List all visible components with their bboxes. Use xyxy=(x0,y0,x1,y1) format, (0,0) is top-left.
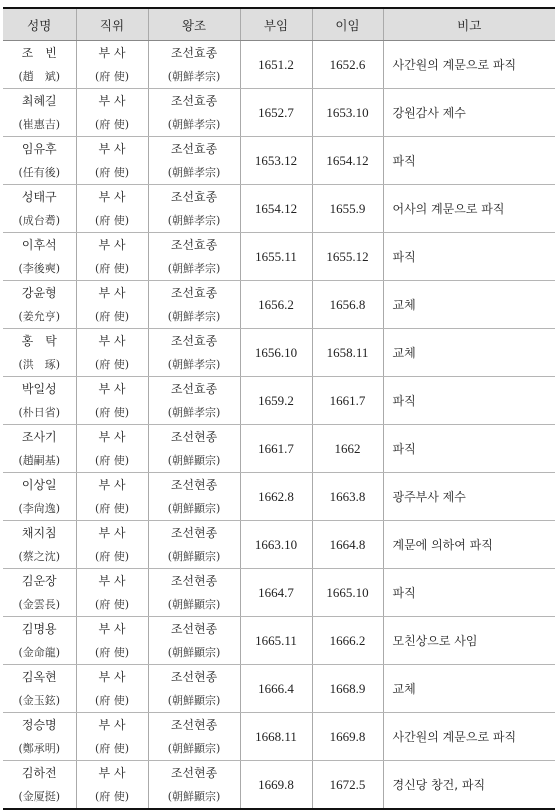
position-korean: 부 사 xyxy=(76,569,148,593)
table-row xyxy=(3,713,555,737)
table-row xyxy=(3,377,555,401)
arrival-date: 1664.7 xyxy=(240,569,312,617)
dynasty-hanja: (朝鮮顯宗) xyxy=(148,689,240,713)
position-hanja: (府 使) xyxy=(76,161,148,185)
arrival-date: 1655.11 xyxy=(240,233,312,281)
dynasty-hanja: (朝鮮孝宗) xyxy=(148,161,240,185)
departure-date: 1672.5 xyxy=(312,761,383,810)
position-hanja: (府 使) xyxy=(76,113,148,137)
header-row xyxy=(3,8,555,41)
col-header-arrival: 부임 xyxy=(240,8,312,41)
departure-date: 1655.9 xyxy=(312,185,383,233)
dynasty-hanja: (朝鮮顯宗) xyxy=(148,497,240,521)
name-korean: 김옥현 xyxy=(21,669,57,684)
departure-date: 1655.12 xyxy=(312,233,383,281)
arrival-date: 1656.10 xyxy=(240,329,312,377)
arrival-date: 1659.2 xyxy=(240,377,312,425)
officials-table xyxy=(3,7,555,810)
departure-date: 1665.10 xyxy=(312,569,383,617)
dynasty-hanja: (朝鮮孝宗) xyxy=(148,353,240,377)
position-hanja: (府 使) xyxy=(76,641,148,665)
dynasty-hanja: (朝鮮顯宗) xyxy=(148,593,240,617)
position-hanja: (府 使) xyxy=(76,737,148,761)
position-korean: 부 사 xyxy=(76,185,148,209)
dynasty-korean: 조선효종 xyxy=(148,281,240,305)
table-row xyxy=(3,665,555,689)
table-row xyxy=(3,521,555,545)
remarks: 사간원의 계문으로 파직 xyxy=(383,713,555,761)
dynasty-korean: 조선효종 xyxy=(148,137,240,161)
position-korean: 부 사 xyxy=(76,377,148,401)
name-hanja: (朴日省) xyxy=(3,401,76,425)
remarks: 교체 xyxy=(383,329,555,377)
position-korean: 부 사 xyxy=(76,281,148,305)
name-korean: 성태구 xyxy=(21,189,57,204)
arrival-date: 1669.8 xyxy=(240,761,312,810)
dynasty-korean: 조선현종 xyxy=(148,569,240,593)
dynasty-korean: 조선현종 xyxy=(148,713,240,737)
remarks: 파직 xyxy=(383,233,555,281)
remarks: 어사의 계문으로 파직 xyxy=(383,185,555,233)
position-korean: 부 사 xyxy=(76,137,148,161)
name-hanja: (任有後) xyxy=(3,161,76,185)
arrival-date: 1652.7 xyxy=(240,89,312,137)
departure-date: 1654.12 xyxy=(312,137,383,185)
remarks: 모친상으로 사임 xyxy=(383,617,555,665)
arrival-date: 1653.12 xyxy=(240,137,312,185)
dynasty-korean: 조선효종 xyxy=(148,377,240,401)
position-hanja: (府 使) xyxy=(76,497,148,521)
position-hanja: (府 使) xyxy=(76,689,148,713)
col-header-departure: 이임 xyxy=(312,8,383,41)
position-hanja: (府 使) xyxy=(76,593,148,617)
arrival-date: 1661.7 xyxy=(240,425,312,473)
dynasty-hanja: (朝鮮顯宗) xyxy=(148,737,240,761)
table-row xyxy=(3,329,555,353)
col-header-remarks: 비고 xyxy=(383,8,555,41)
position-hanja: (府 使) xyxy=(76,209,148,233)
dynasty-korean: 조선효종 xyxy=(148,329,240,353)
dynasty-hanja: (朝鮮孝宗) xyxy=(148,305,240,329)
remarks: 파직 xyxy=(383,569,555,617)
remarks: 파직 xyxy=(383,377,555,425)
dynasty-hanja: (朝鮮顯宗) xyxy=(148,641,240,665)
position-korean: 부 사 xyxy=(76,41,148,65)
arrival-date: 1656.2 xyxy=(240,281,312,329)
position-korean: 부 사 xyxy=(76,521,148,545)
dynasty-korean: 조선현종 xyxy=(148,425,240,449)
position-korean: 부 사 xyxy=(76,329,148,353)
table-row xyxy=(3,185,555,209)
dynasty-korean: 조선효종 xyxy=(148,185,240,209)
arrival-date: 1665.11 xyxy=(240,617,312,665)
name-hanja: (蔡之沈) xyxy=(3,545,76,569)
table-row xyxy=(3,617,555,641)
dynasty-hanja: (朝鮮孝宗) xyxy=(148,209,240,233)
name-korean: 박일성 xyxy=(21,381,57,396)
dynasty-korean: 조선현종 xyxy=(148,521,240,545)
name-korean: 정승명 xyxy=(21,717,57,732)
departure-date: 1661.7 xyxy=(312,377,383,425)
name-hanja: (洪 琢) xyxy=(3,353,76,377)
dynasty-korean: 조선효종 xyxy=(148,233,240,257)
remarks: 사간원의 계문으로 파직 xyxy=(383,41,555,89)
table-row xyxy=(3,569,555,593)
name-hanja: (成台耈) xyxy=(3,209,76,233)
dynasty-korean: 조선효종 xyxy=(148,41,240,65)
remarks: 파직 xyxy=(383,137,555,185)
dynasty-hanja: (朝鮮顯宗) xyxy=(148,449,240,473)
arrival-date: 1666.4 xyxy=(240,665,312,713)
table-row xyxy=(3,473,555,497)
position-hanja: (府 使) xyxy=(76,545,148,569)
position-hanja: (府 使) xyxy=(76,401,148,425)
name-hanja: (金雲長) xyxy=(3,593,76,617)
table-row xyxy=(3,137,555,161)
name-hanja: (趙嗣基) xyxy=(3,449,76,473)
table-row xyxy=(3,761,555,785)
departure-date: 1658.11 xyxy=(312,329,383,377)
departure-date: 1664.8 xyxy=(312,521,383,569)
departure-date: 1663.8 xyxy=(312,473,383,521)
arrival-date: 1654.12 xyxy=(240,185,312,233)
position-korean: 부 사 xyxy=(76,473,148,497)
name-korean: 이상일 xyxy=(21,477,57,492)
name-hanja: (趙 斌) xyxy=(3,65,76,89)
dynasty-hanja: (朝鮮孝宗) xyxy=(148,65,240,89)
name-korean: 최혜길 xyxy=(21,93,57,108)
position-korean: 부 사 xyxy=(76,713,148,737)
arrival-date: 1663.10 xyxy=(240,521,312,569)
table-row xyxy=(3,41,555,65)
name-korean: 강윤형 xyxy=(21,285,57,300)
name-korean: 임유후 xyxy=(21,141,57,156)
dynasty-hanja: (朝鮮孝宗) xyxy=(148,113,240,137)
name-hanja: (金命龍) xyxy=(3,641,76,665)
position-hanja: (府 使) xyxy=(76,65,148,89)
dynasty-hanja: (朝鮮顯宗) xyxy=(148,785,240,810)
departure-date: 1668.9 xyxy=(312,665,383,713)
dynasty-korean: 조선현종 xyxy=(148,761,240,785)
departure-date: 1656.8 xyxy=(312,281,383,329)
name-korean: 김명용 xyxy=(21,621,57,636)
name-korean: 조사기 xyxy=(21,429,57,444)
dynasty-korean: 조선현종 xyxy=(148,665,240,689)
position-hanja: (府 使) xyxy=(76,449,148,473)
name-hanja: (姜允亨) xyxy=(3,305,76,329)
departure-date: 1652.6 xyxy=(312,41,383,89)
col-header-position: 직위 xyxy=(76,8,148,41)
name-korean: 홍 탁 xyxy=(21,333,57,348)
name-hanja: (崔惠吉) xyxy=(3,113,76,137)
remarks: 경신당 창건, 파직 xyxy=(383,761,555,810)
name-korean: 조 빈 xyxy=(21,45,57,60)
dynasty-hanja: (朝鮮孝宗) xyxy=(148,257,240,281)
table-row xyxy=(3,233,555,257)
name-korean: 이후석 xyxy=(21,237,57,252)
col-header-dynasty: 왕조 xyxy=(148,8,240,41)
name-hanja: (金玉鉉) xyxy=(3,689,76,713)
remarks: 교체 xyxy=(383,665,555,713)
table-body xyxy=(3,41,555,810)
name-hanja: (金厦挺) xyxy=(3,785,76,810)
departure-date: 1662 xyxy=(312,425,383,473)
dynasty-hanja: (朝鮮孝宗) xyxy=(148,401,240,425)
position-korean: 부 사 xyxy=(76,617,148,641)
dynasty-korean: 조선현종 xyxy=(148,617,240,641)
name-korean: 김하전 xyxy=(21,765,57,780)
name-korean: 김운장 xyxy=(21,573,57,588)
name-hanja: (李後奭) xyxy=(3,257,76,281)
position-korean: 부 사 xyxy=(76,665,148,689)
position-korean: 부 사 xyxy=(76,761,148,785)
col-header-name: 성명 xyxy=(3,8,76,41)
arrival-date: 1651.2 xyxy=(240,41,312,89)
name-hanja: (李尙逸) xyxy=(3,497,76,521)
dynasty-hanja: (朝鮮顯宗) xyxy=(148,545,240,569)
table-row xyxy=(3,425,555,449)
remarks: 광주부사 제수 xyxy=(383,473,555,521)
name-korean: 채지침 xyxy=(21,525,57,540)
position-hanja: (府 使) xyxy=(76,305,148,329)
departure-date: 1669.8 xyxy=(312,713,383,761)
dynasty-korean: 조선현종 xyxy=(148,473,240,497)
remarks: 계문에 의하여 파직 xyxy=(383,521,555,569)
remarks: 강원감사 제수 xyxy=(383,89,555,137)
remarks: 파직 xyxy=(383,425,555,473)
position-hanja: (府 使) xyxy=(76,257,148,281)
arrival-date: 1668.11 xyxy=(240,713,312,761)
dynasty-korean: 조선효종 xyxy=(148,89,240,113)
table-row xyxy=(3,89,555,113)
arrival-date: 1662.8 xyxy=(240,473,312,521)
departure-date: 1666.2 xyxy=(312,617,383,665)
departure-date: 1653.10 xyxy=(312,89,383,137)
remarks: 교체 xyxy=(383,281,555,329)
position-korean: 부 사 xyxy=(76,89,148,113)
table-row xyxy=(3,281,555,305)
position-korean: 부 사 xyxy=(76,425,148,449)
position-hanja: (府 使) xyxy=(76,353,148,377)
position-korean: 부 사 xyxy=(76,233,148,257)
name-hanja: (鄭承明) xyxy=(3,737,76,761)
position-hanja: (府 使) xyxy=(76,785,148,810)
